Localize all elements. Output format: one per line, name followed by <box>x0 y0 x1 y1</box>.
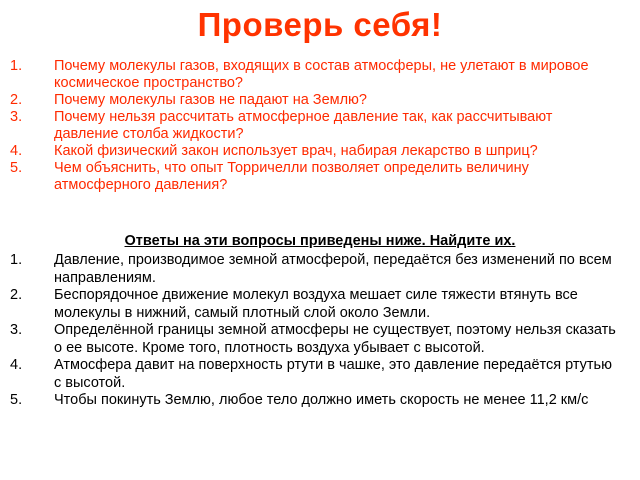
answer-item <box>10 287 618 322</box>
answer-text: Беспорядочное движение молекул воздуха мешает силе тяжести втянуть все молекулы в нижний, самый плотный слой около Земли. <box>54 287 578 321</box>
answer-item <box>10 357 618 392</box>
answer-text: Давление, производимое земной атмосферой, передаётся без изменений по всем направлениям. <box>54 252 612 286</box>
question-text: Почему молекулы газов не падают на Землю? <box>54 92 367 108</box>
page-title: Проверь себя! <box>197 6 443 43</box>
question-number: 1. <box>10 58 23 74</box>
question-number: 4. <box>10 143 23 159</box>
question-item <box>10 109 610 143</box>
question-item <box>10 160 610 194</box>
answer-item <box>10 322 618 357</box>
question-text: Почему нельзя рассчитать атмосферное давление так, как рассчитывают давление столба жидкости? <box>54 109 553 142</box>
question-text: Почему молекулы газов, входящих в состав атмосферы, не улетают в мировое космическое пространство? <box>54 58 589 91</box>
answer-number: 2. <box>10 287 23 303</box>
answer-text: Атмосфера давит на поверхность ртути в чашке, это давление передаётся ртутью с высотой. <box>54 357 612 391</box>
answer-text: Чтобы покинуть Землю, любое тело должно иметь скорость не менее 11,2 км/с <box>54 392 589 408</box>
question-number: 2. <box>10 92 23 108</box>
answer-number: 1. <box>10 252 23 268</box>
question-item <box>10 58 610 92</box>
answer-item <box>10 392 618 410</box>
question-number: 3. <box>10 109 23 125</box>
answer-text: Определённой границы земной атмосферы не существует, поэтому нельзя сказать о ее высоте. Кроме того, плотность воздуха убывает с высотой. <box>54 322 616 356</box>
answers-heading: Ответы на эти вопросы приведены ниже. Найдите их. <box>124 233 516 249</box>
answers-list <box>10 252 618 410</box>
questions-list <box>10 58 610 194</box>
question-item <box>10 92 610 109</box>
answer-number: 4. <box>10 357 23 373</box>
question-text: Какой физический закон использует врач, набирая лекарство в шприц? <box>54 143 538 159</box>
question-text: Чем объяснить, что опыт Торричелли позволяет определить величину атмосферного давления? <box>54 160 529 193</box>
answer-number: 3. <box>10 322 23 338</box>
answer-item <box>10 252 618 287</box>
question-number: 5. <box>10 160 23 176</box>
question-item <box>10 143 610 160</box>
answer-number: 5. <box>10 392 23 408</box>
